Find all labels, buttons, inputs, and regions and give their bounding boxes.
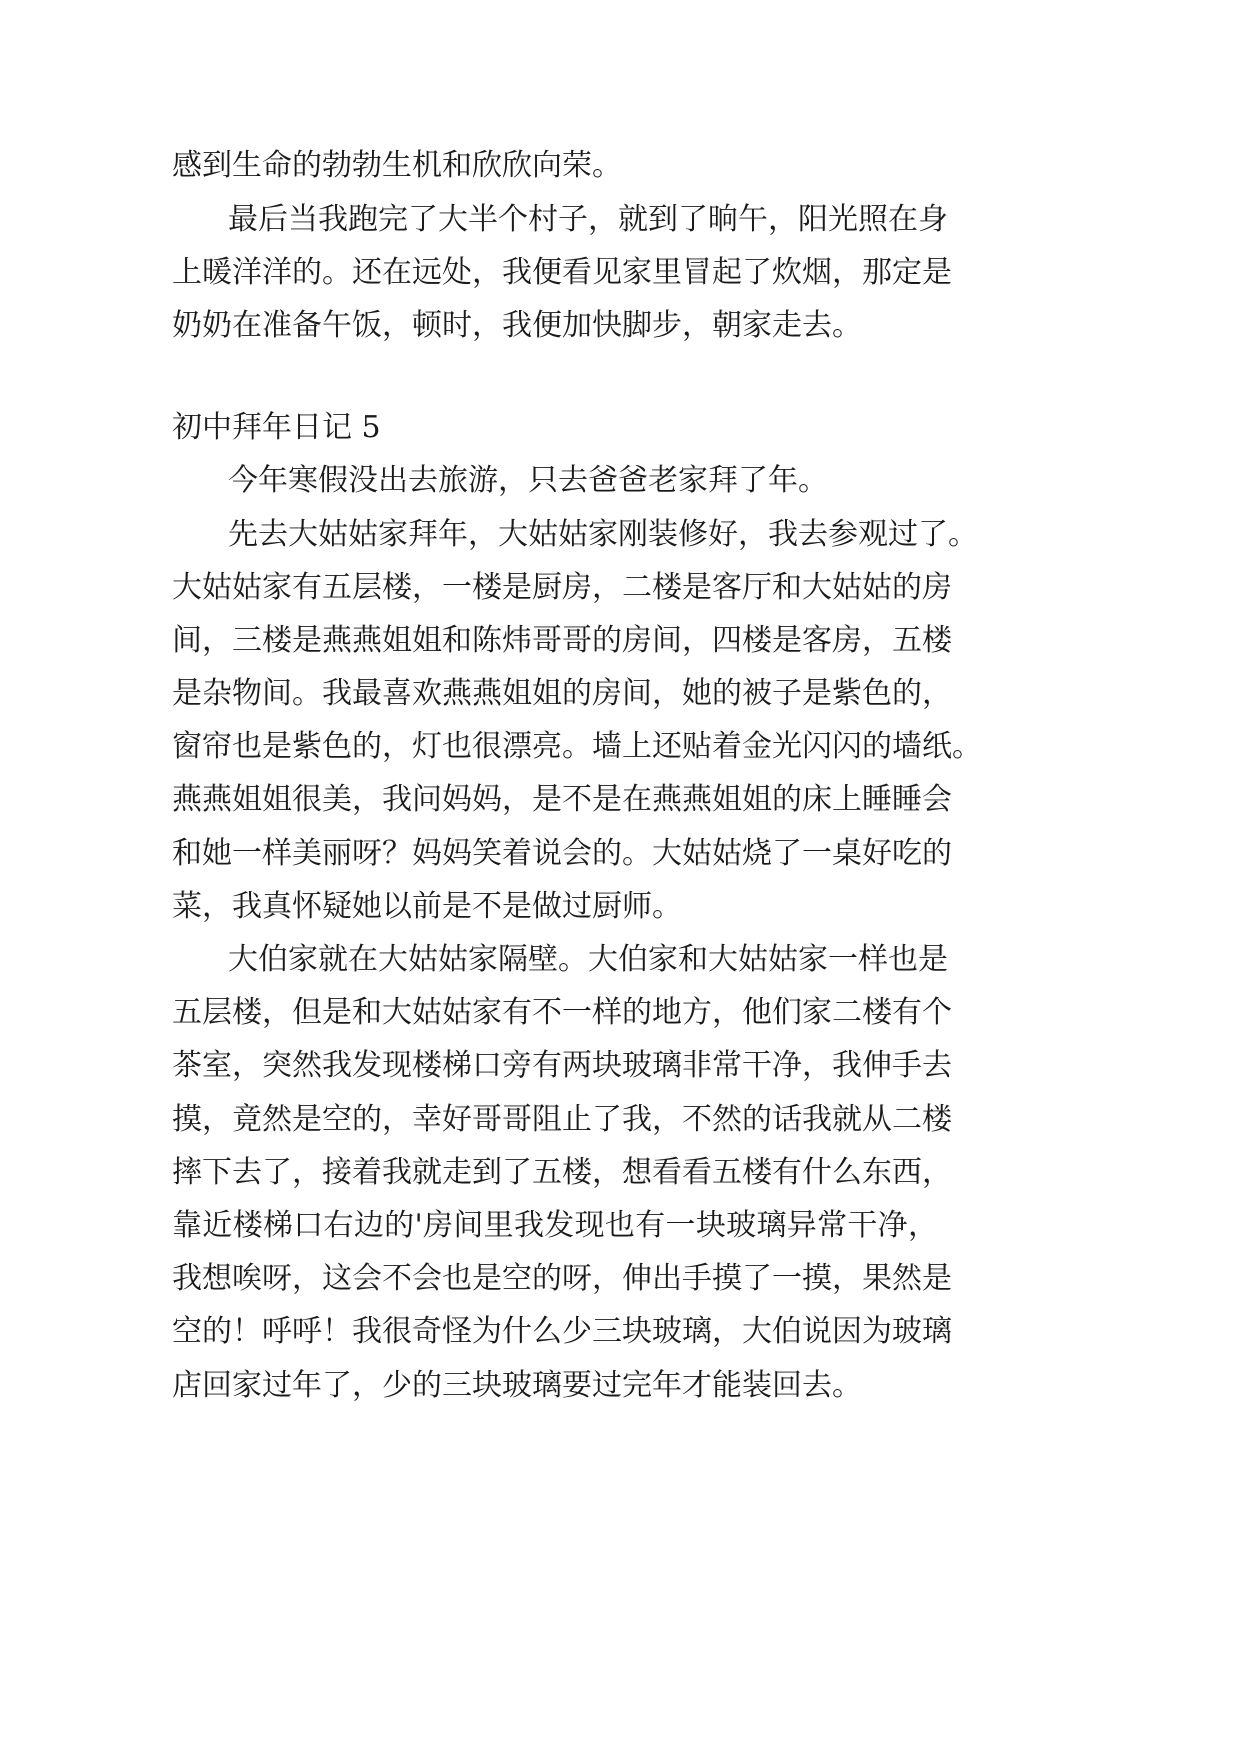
paragraph-3-line-4: 是杂物间。我最喜欢燕燕姐姐的房间，她的被子是紫色的， bbox=[172, 676, 952, 711]
paragraph-4-line-3: 茶室，突然我发现楼梯口旁有两块玻璃非常干净，我伸手去 bbox=[172, 1048, 952, 1083]
paragraph-3-line-7: 和她一样美丽呀？妈妈笑着说会的。大姑姑烧了一桌好吃的 bbox=[172, 836, 952, 871]
text-line bbox=[0, 940, 1241, 980]
paragraph-4-line-1: 大伯家就在大姑姑家隔壁。大伯家和大姑姑家一样也是 bbox=[228, 942, 948, 977]
text-line bbox=[0, 1153, 1241, 1193]
paragraph-3-line-2: 大姑姑家有五层楼，一楼是厨房，二楼是客厅和大姑姑的房 bbox=[172, 570, 952, 605]
text-line bbox=[0, 993, 1241, 1033]
text-line bbox=[0, 1100, 1241, 1140]
continuation-line-1: 感到生命的勃勃生机和欣欣向荣。 bbox=[172, 148, 622, 183]
text-line bbox=[0, 621, 1241, 661]
text-line bbox=[0, 1206, 1241, 1246]
text-line bbox=[0, 461, 1241, 501]
paragraph-4-line-4: 摸，竟然是空的，幸好哥哥阻止了我，不然的话我就从二楼 bbox=[172, 1102, 952, 1137]
text-line bbox=[0, 780, 1241, 820]
text-line bbox=[0, 306, 1241, 346]
paragraph-3-line-1: 先去大姑姑家拜年，大姑姑家刚装修好，我去参观过了。 bbox=[228, 517, 978, 552]
text-line bbox=[0, 674, 1241, 714]
text-line bbox=[0, 834, 1241, 874]
text-line bbox=[0, 1312, 1241, 1352]
paragraph-4-line-6: 靠近楼梯口右边的'房间里我发现也有一块玻璃异常干净， bbox=[172, 1208, 938, 1243]
paragraph-3-line-6: 燕燕姐姐很美，我问妈妈，是不是在燕燕姐姐的床上睡睡会 bbox=[172, 782, 952, 817]
section-title: 初中拜年日记 5 bbox=[172, 410, 381, 445]
paragraph-4-line-8: 空的！呼呼！我很奇怪为什么少三块玻璃，大伯说因为玻璃 bbox=[172, 1314, 952, 1349]
paragraph-3-line-5: 窗帘也是紫色的，灯也很漂亮。墙上还贴着金光闪闪的墙纸。 bbox=[172, 729, 982, 764]
paragraph-4-line-7: 我想唉呀，这会不会也是空的呀，伸出手摸了一摸，果然是 bbox=[172, 1261, 952, 1296]
paragraph-4-line-2: 五层楼，但是和大姑姑家有不一样的地方，他们家二楼有个 bbox=[172, 995, 952, 1030]
text-line bbox=[0, 1259, 1241, 1299]
paragraph-1-line-3: 奶奶在准备午饭，顿时，我便加快脚步，朝家走去。 bbox=[172, 308, 862, 343]
text-line bbox=[0, 727, 1241, 767]
text-line bbox=[0, 568, 1241, 608]
paragraph-2-line-1: 今年寒假没出去旅游，只去爸爸老家拜了年。 bbox=[228, 463, 828, 498]
paragraph-3-line-3: 间，三楼是燕燕姐姐和陈炜哥哥的房间，四楼是客房，五楼 bbox=[172, 623, 952, 658]
text-line bbox=[0, 887, 1241, 927]
text-line bbox=[0, 1046, 1241, 1086]
text-line bbox=[0, 515, 1241, 555]
text-line bbox=[0, 1366, 1241, 1406]
text-line bbox=[0, 146, 1241, 186]
paragraph-3-line-8: 菜，我真怀疑她以前是不是做过厨师。 bbox=[172, 889, 682, 924]
section-title-line bbox=[0, 408, 1241, 448]
paragraph-1-line-1: 最后当我跑完了大半个村子，就到了晌午，阳光照在身 bbox=[228, 202, 948, 237]
paragraph-4-line-9: 店回家过年了，少的三块玻璃要过完年才能装回去。 bbox=[172, 1368, 862, 1403]
paragraph-4-line-5: 摔下去了，接着我就走到了五楼，想看看五楼有什么东西， bbox=[172, 1155, 952, 1190]
text-line bbox=[0, 253, 1241, 293]
paragraph-1-line-2: 上暖洋洋的。还在远处，我便看见家里冒起了炊烟，那定是 bbox=[172, 255, 952, 290]
text-line bbox=[0, 200, 1241, 240]
